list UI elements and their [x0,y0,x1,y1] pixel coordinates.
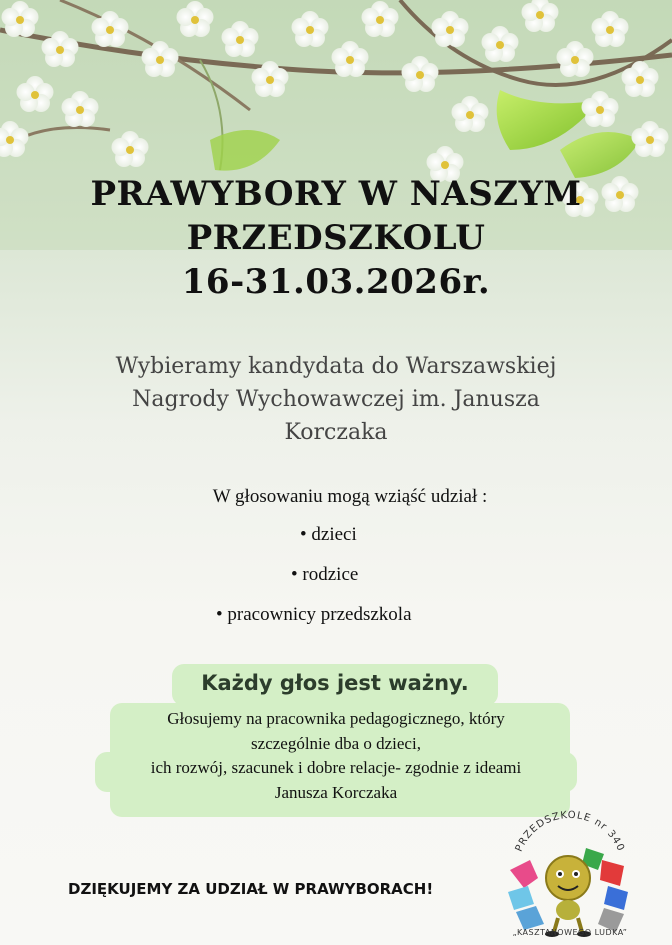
kindergarten-logo [500,800,640,945]
voter-item-parents: • rodzice [291,564,358,586]
title-line-2: PRZEDSZKOLU [186,218,486,258]
voting-intro: W głosowaniu mogą wziąść udział : [212,486,488,507]
logo-top-text: PRZEDSZKOLE nr 340 [513,809,627,854]
important-line-1: Głosujemy na pracownika pedagogicznego, który [167,709,505,728]
important-line-4: Janusza Korczaka [274,782,398,802]
subtitle [60,350,612,449]
title-line-1: PRAWYBORY W NASZYM [90,174,582,214]
thanks-message: DZIĘKUJEMY ZA UDZIAŁ W PRAWYBORACH! [68,880,434,898]
important-heading: Każdy głos jest ważny. [201,671,469,695]
subtitle-line-1: Wybieramy kandydata do Warszawskiej [115,354,557,379]
title-date: 16-31.03.2026r. [181,262,491,302]
subtitle-line-2: Nagrody Wychowawczej im. Janusza [132,387,540,412]
important-line-3: ich rozwój, szacunek i dobre relacje- zgodnie z ideami [150,758,522,777]
subtitle-line-3: Korczaka [284,420,388,445]
voter-item-children: • dzieci [300,524,357,546]
voter-item-staff: • pracownicy przedszkola [216,604,412,626]
logo-bottom-text: „KASZTANOWEGO LUDKA” [512,928,628,937]
poster-title [0,172,672,304]
important-line-2: szczególnie dba o dzieci, [251,733,421,753]
important-text [95,707,577,805]
